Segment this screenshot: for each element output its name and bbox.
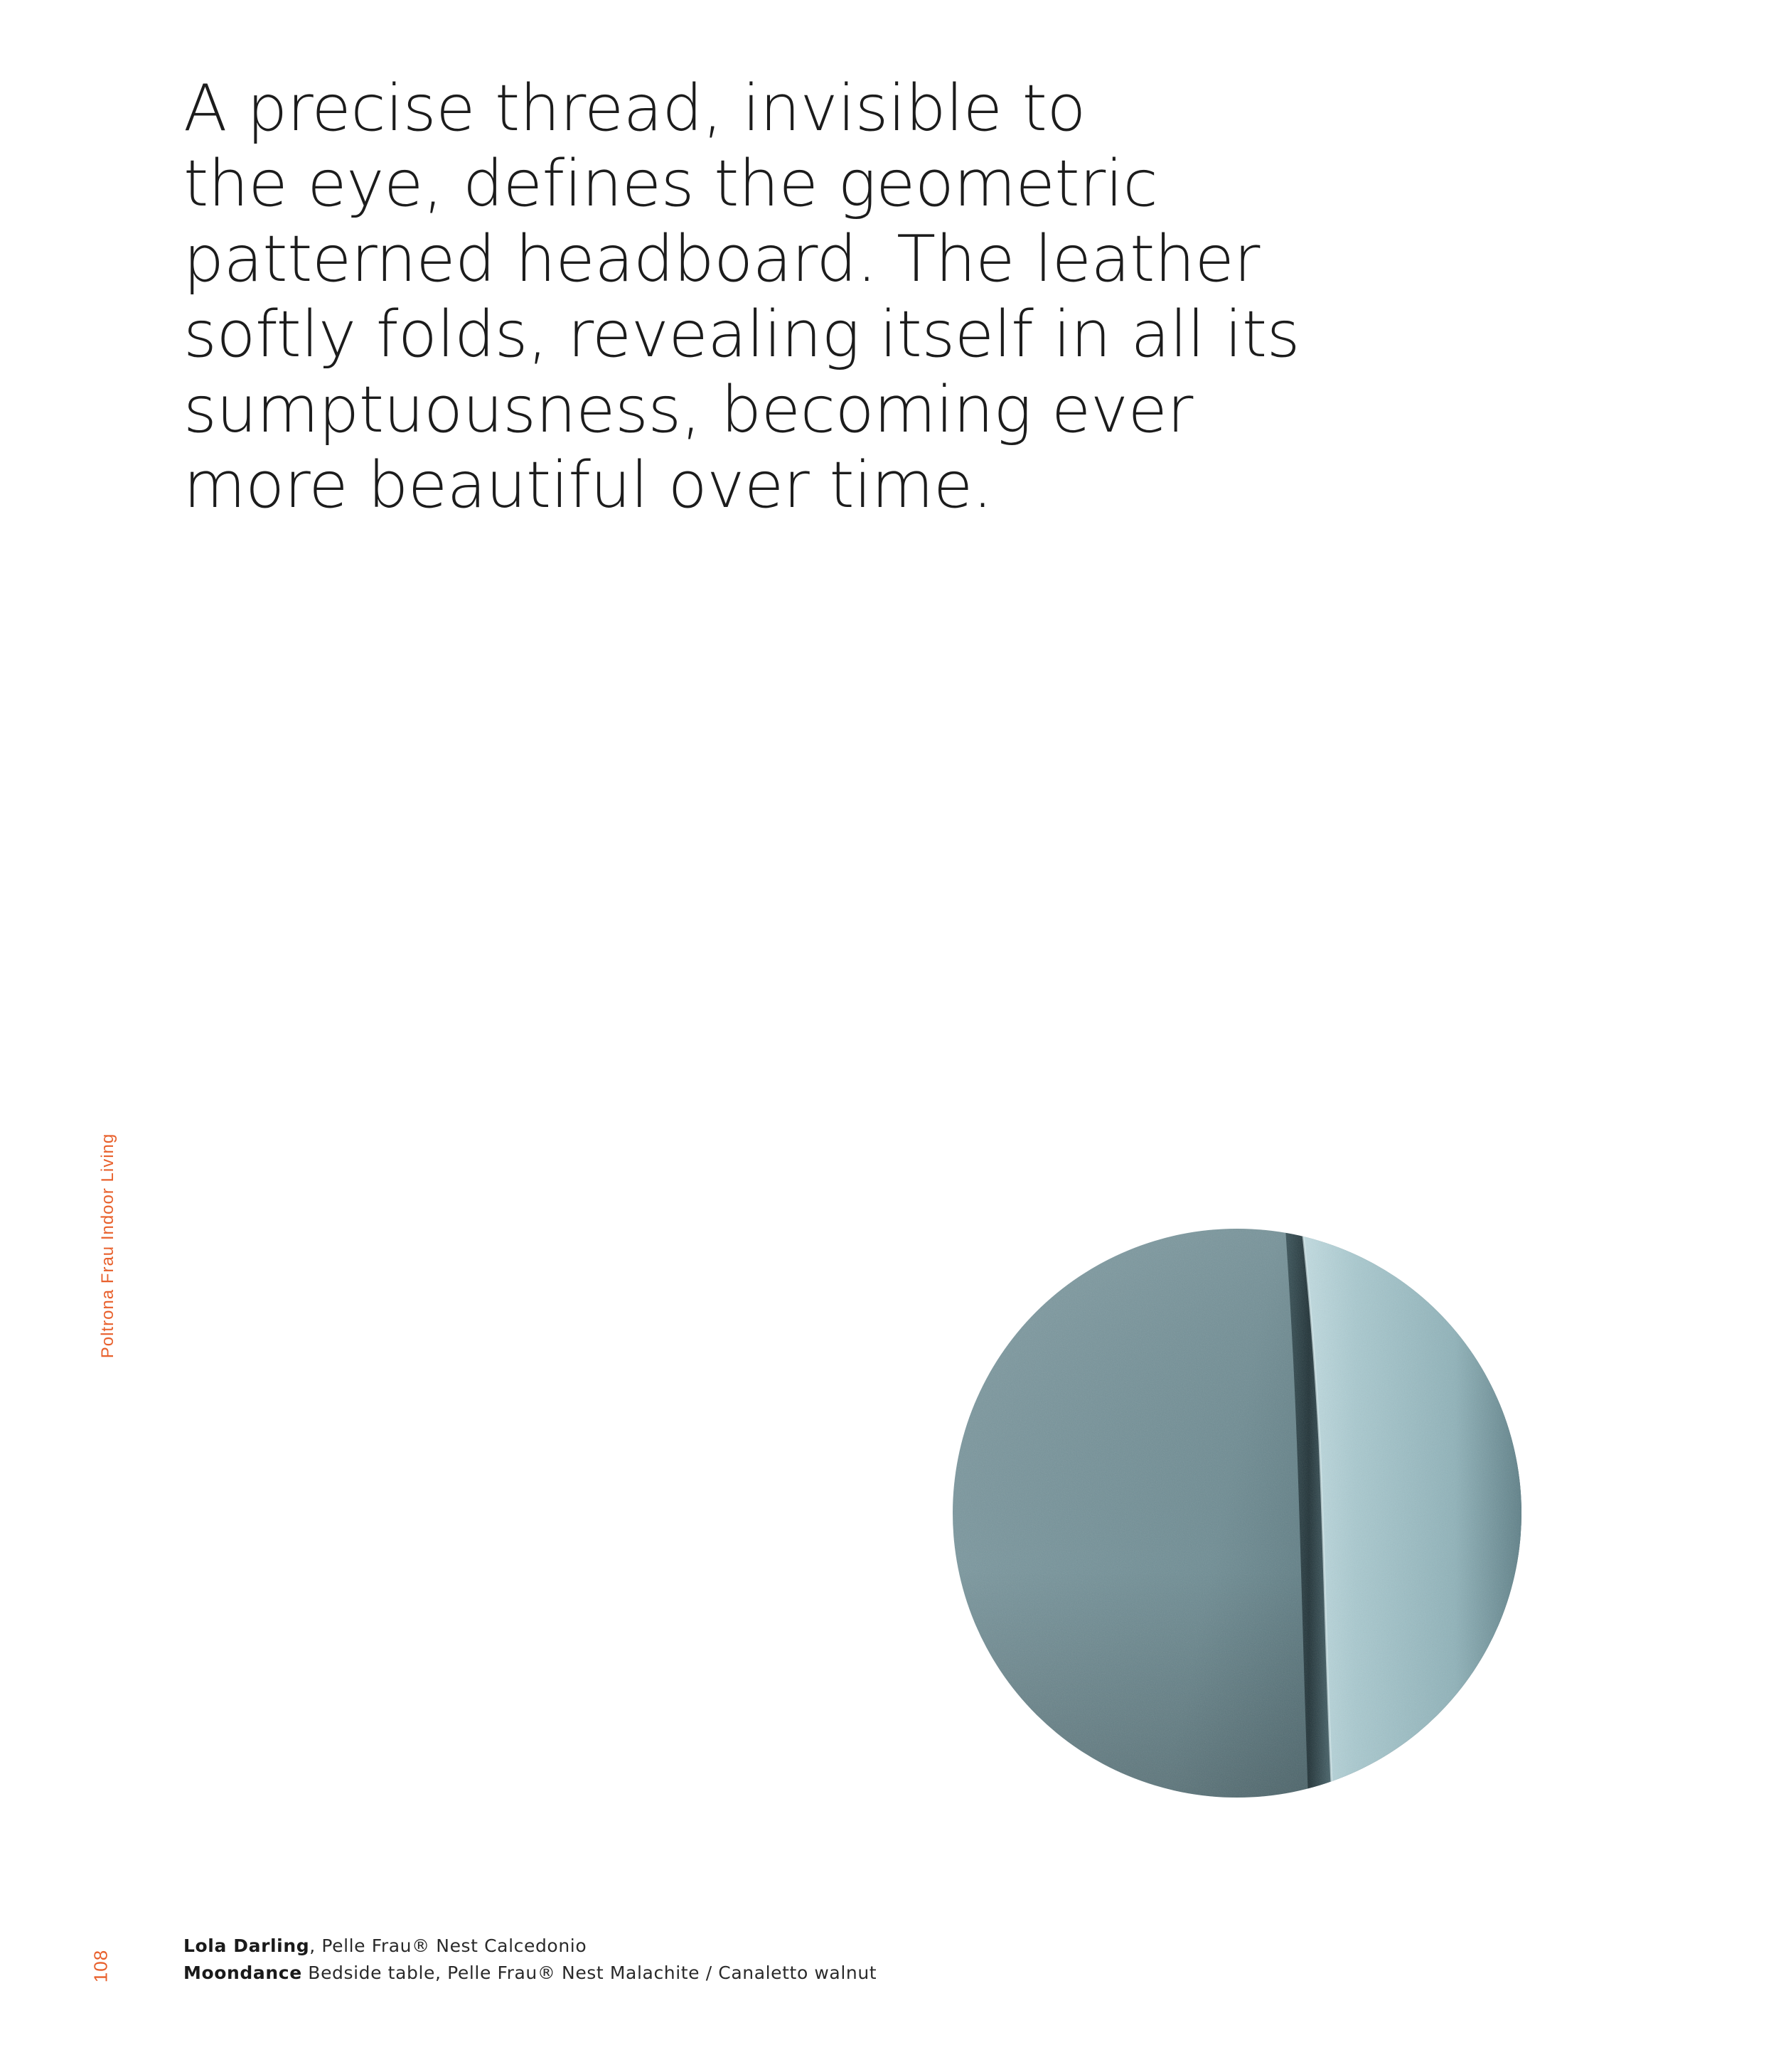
product-name: Moondance [183, 1962, 302, 1983]
headline-line: the eye, defines the geometric [183, 146, 1158, 221]
caption-lola-darling [183, 1933, 877, 1960]
leather-swatch-image [953, 1229, 1521, 1798]
leather-fold-illustration [953, 1229, 1521, 1798]
headline-quote [183, 71, 1321, 523]
headline-line: patterned headboard. The leather [183, 222, 1260, 297]
product-name: Lola Darling [183, 1935, 310, 1956]
headline-line: more beautiful over time. [183, 448, 993, 523]
caption-moondance [183, 1960, 877, 1987]
headline-line: A precise thread, invisible to [183, 71, 1086, 146]
running-header-label: Poltrona Frau Indoor Living [98, 1133, 117, 1359]
product-detail: Bedside table, Pelle Frau® Nest Malachite / Canaletto walnut [301, 1962, 877, 1983]
product-captions [183, 1933, 877, 1987]
product-detail: Pelle Frau® Nest Calcedonio [315, 1935, 587, 1956]
headline-line: softly folds, revealing itself in all its [183, 297, 1300, 372]
caption-separator: , [309, 1935, 316, 1956]
page-number: 108 [90, 1949, 112, 1983]
headline-line: sumptuousness, becoming ever [183, 373, 1193, 447]
